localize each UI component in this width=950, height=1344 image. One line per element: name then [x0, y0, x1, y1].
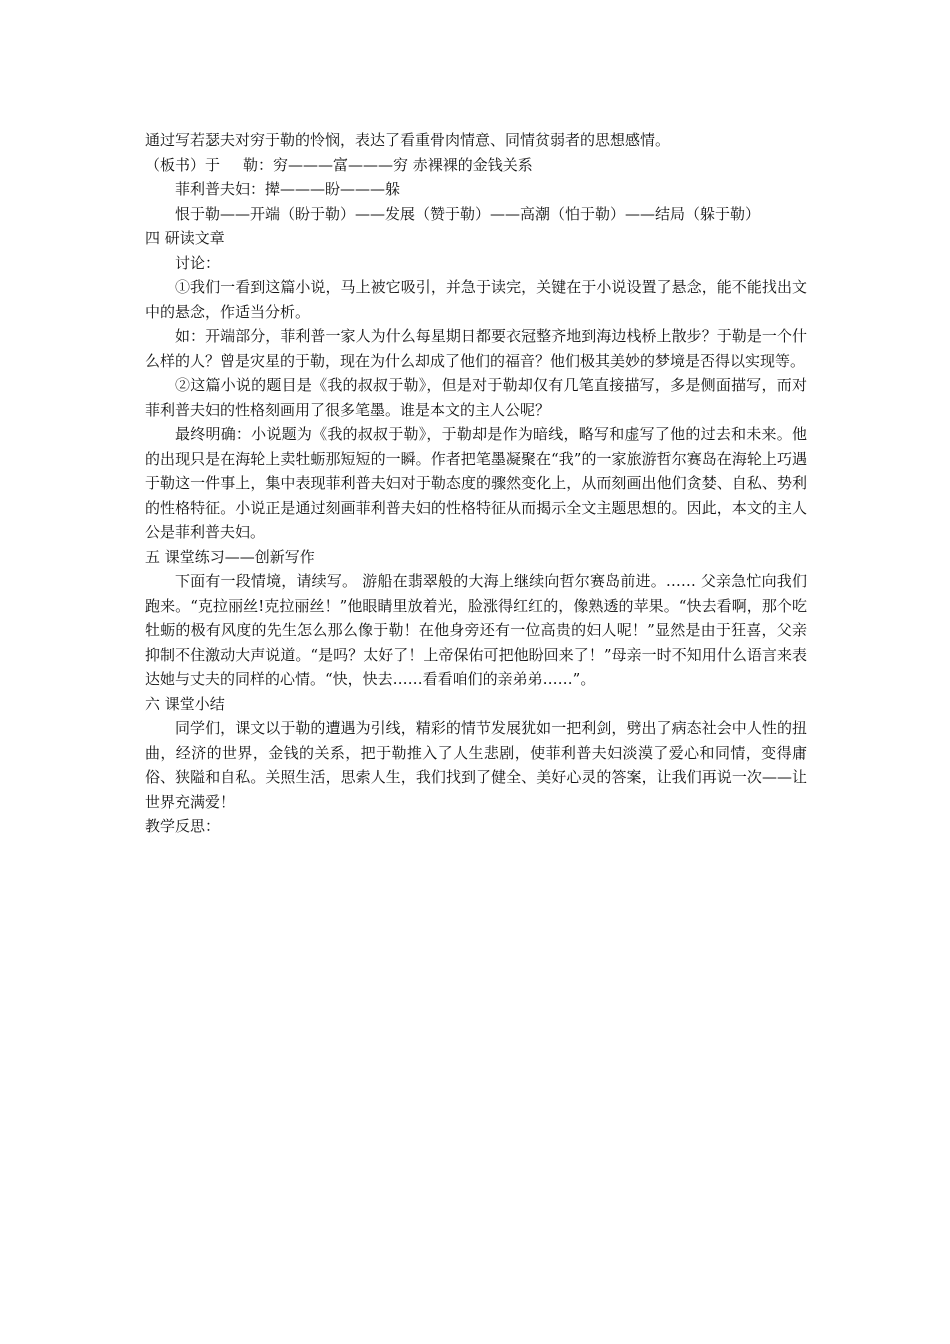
section-6-heading: 六 课堂小结	[145, 694, 225, 713]
reflection-label: 教学反思：	[145, 817, 221, 835]
question-1-answer: 如：开端部分，菲利普一家人为什么每星期日都要衣冠整齐地到海边栈桥上散步？于勒是一个什么样的人？曾是灾星的于勒，现在为什么却成了他们的福音？他们极其美妙的梦境是否得以实现等。	[145, 327, 807, 370]
section-5-heading: 五 课堂练习——创新写作	[145, 547, 315, 566]
board-line-2: 菲利普夫妇：撵———盼———躲	[175, 180, 401, 198]
intro-line: 通过写若瑟夫对穷于勒的怜悯，表达了看重骨肉情意、同情贫弱者的思想感情。	[145, 131, 671, 149]
lesson-plan-text	[145, 128, 807, 839]
board-line-1-rest: 勒：穷———富———穷 赤裸裸的金钱关系	[243, 155, 533, 174]
question-1: ①我们一看到这篇小说，马上被它吸引，并急于读完，关键在于小说设置了悬念，能不能找出文中的悬念，作适当分析。	[145, 278, 807, 321]
question-2: ②这篇小说的题目是《我的叔叔于勒》，但是对于勒却仅有几笔直接描写，多是侧面描写，而对菲利普夫妇的性格刻画用了很多笔墨。谁是本文的主人公呢？	[145, 376, 807, 419]
section-5-text: 下面有一段情境，请续写。 游船在翡翠般的大海上继续向哲尔赛岛前进。…… 父亲急忙向我们跑来。“克拉丽丝!克拉丽丝！”他眼睛里放着光，脸涨得红红的，像熟透的苹果。“快去看啊，那个吃牡蛎的极有风度的先生怎么那么像于勒！在他身旁还有一位高贵的妇人呢！”显然是由于狂喜，父亲抑制不住激动大声说道。“是吗？太好了！上帝保佑可把他盼回来了！”母亲一时不知用什么语言来表达她与丈夫的同样的心情。“快，快去……看看咱们的亲弟弟……”。	[145, 572, 807, 688]
conclusion: 最终明确：小说题为《我的叔叔于勒》，于勒却是作为暗线，略写和虚写了他的过去和未来。他的出现只是在海轮上卖牡蛎那短短的一瞬。作者把笔墨凝聚在“我”的一家旅游哲尔赛岛在海轮上巧遇于勒这一件事上，集中表现菲利普夫妇对于勒态度的骤然变化上，从而刻画出他们贪婪、自私、势利的性格特征。小说正是通过刻画菲利普夫妇的性格特征从而揭示全文主题思想的。因此，本文的主人公是菲利普夫妇。	[145, 425, 807, 541]
board-label: （板书）于	[145, 155, 221, 174]
section-4-heading: 四 研读文章	[145, 229, 225, 247]
board-line-3: 恨于勒——开端（盼于勒）——发展（赞于勒）——高潮（怕于勒）——结局（躲于勒）	[175, 204, 761, 223]
discussion-label: 讨论：	[175, 253, 221, 272]
board-line-1	[145, 153, 807, 178]
section-6-text: 同学们，课文以于勒的遭遇为引线，精彩的情节发展犹如一把利剑，劈出了病态社会中人性的扭曲，经济的世界，金钱的关系，把于勒推入了人生悲剧，使菲利普夫妇淡漠了爱心和同情，变得庸俗、狭隘和自私。关照生活，思索人生，我们找到了健全、美好心灵的答案，让我们再说一次——让世界充满爱！	[145, 719, 807, 811]
